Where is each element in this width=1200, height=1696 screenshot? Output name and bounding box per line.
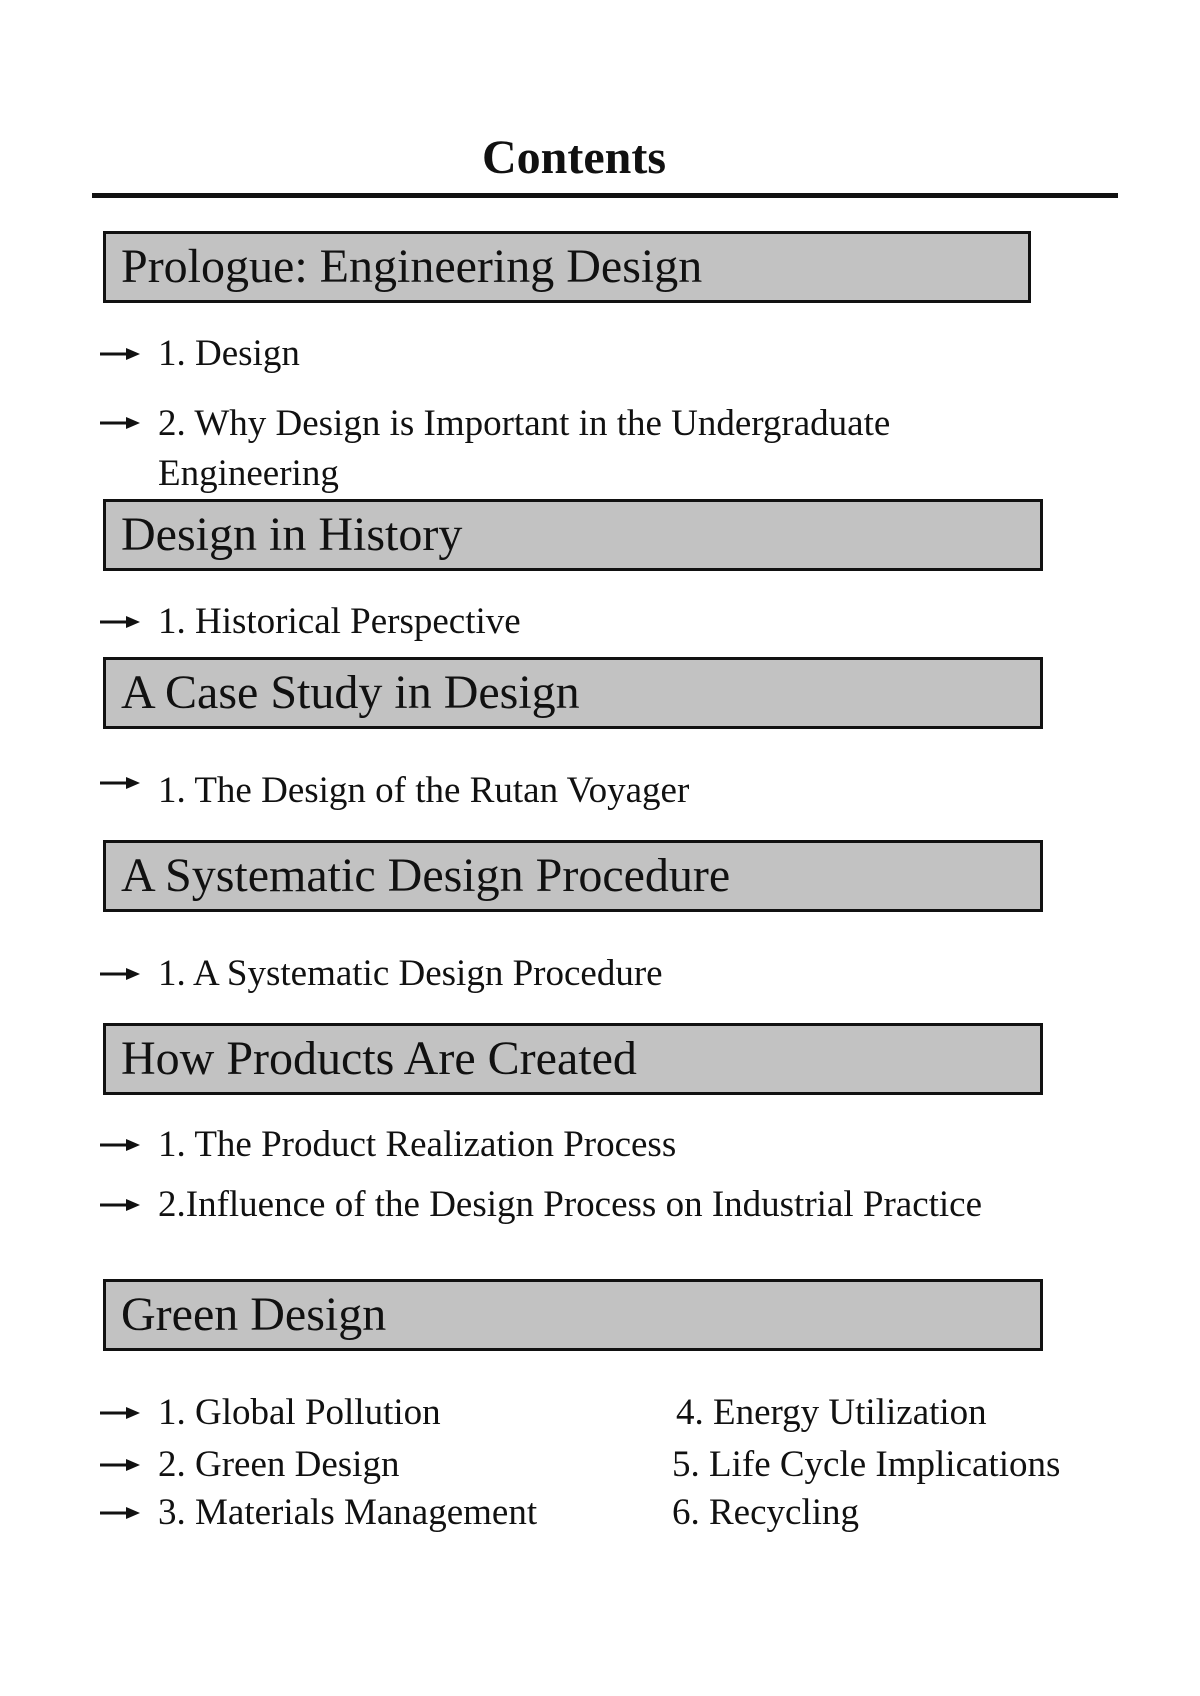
toc-item[interactable]: [100, 399, 978, 499]
toc-item-label: 2. Why Design is Important in the Undergraduate Engineering: [158, 403, 891, 494]
section-heading-design-in-history: Design in History: [103, 499, 1043, 571]
toc-item[interactable]: [100, 950, 663, 998]
section-heading-green-design: Green Design: [103, 1279, 1043, 1351]
right-arrow-icon: [100, 330, 140, 378]
title-divider: [92, 193, 1118, 198]
toc-item[interactable]: [100, 1389, 441, 1437]
toc-item-col2[interactable]: 5. Life Cycle Implications: [672, 1444, 1061, 1485]
section-heading-case-study: A Case Study in Design: [103, 657, 1043, 729]
toc-item-label: 1. Global Pollution: [158, 1392, 441, 1433]
right-arrow-icon: [100, 1441, 140, 1489]
toc-item-label: 3. Materials Management: [158, 1492, 538, 1533]
right-arrow-icon: [100, 399, 140, 447]
right-arrow-icon: [100, 598, 140, 646]
toc-item-label: 1. The Product Realization Process: [158, 1124, 677, 1165]
section-heading-systematic-procedure: A Systematic Design Procedure: [103, 840, 1043, 912]
toc-item[interactable]: [100, 1121, 676, 1169]
section-heading-how-products-created: How Products Are Created: [103, 1023, 1043, 1095]
toc-item[interactable]: [100, 1489, 537, 1537]
right-arrow-icon: [100, 1489, 140, 1537]
toc-item-label: 2.Influence of the Design Process on Industrial Practice: [158, 1184, 983, 1225]
toc-item[interactable]: [100, 1441, 399, 1489]
toc-item[interactable]: [100, 767, 689, 815]
toc-item-label: 1. The Design of the Rutan Voyager: [158, 770, 690, 811]
page-title: Contents: [481, 131, 666, 184]
right-arrow-icon: [100, 1181, 140, 1229]
toc-item-col2[interactable]: 6. Recycling: [672, 1492, 860, 1533]
toc-item-col2[interactable]: 4. Energy Utilization: [676, 1392, 987, 1433]
right-arrow-icon: [100, 1121, 140, 1169]
toc-item[interactable]: [100, 598, 521, 646]
section-heading-prologue: Prologue: Engineering Design: [103, 231, 1031, 303]
toc-item[interactable]: [100, 1181, 982, 1229]
toc-item-label: 2. Green Design: [158, 1444, 400, 1485]
toc-item-label: 1. A Systematic Design Procedure: [158, 953, 663, 994]
toc-item[interactable]: [100, 330, 300, 378]
right-arrow-icon: [100, 1389, 140, 1437]
right-arrow-icon: [100, 950, 140, 998]
toc-item-label: 1. Historical Perspective: [158, 601, 521, 642]
toc-item-label: 1. Design: [158, 333, 300, 374]
right-arrow-icon: [100, 767, 140, 815]
